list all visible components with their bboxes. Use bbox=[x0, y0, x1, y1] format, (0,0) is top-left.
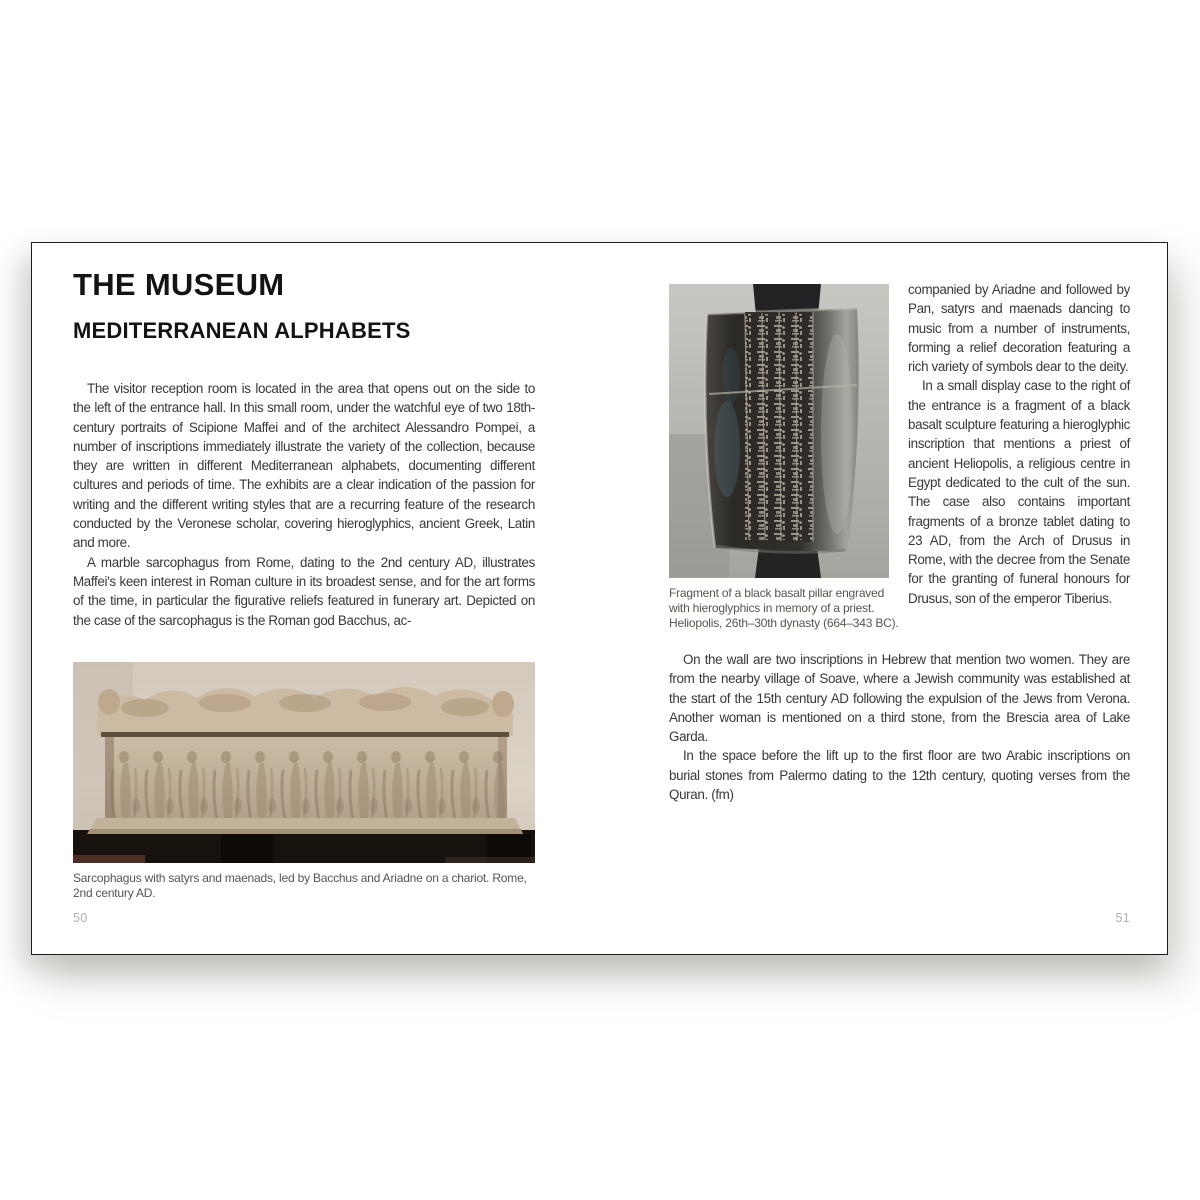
body-paragraph: A marble sarcophagus from Rome, dating to the 2nd century AD, illustrates Maffei's keen interest in Roman culture in its broadest sense, and for the art forms of the time, in particular the figurative reliefs featured in funerary art. Depicted on the case of the sarcophagus is the Roman god Bacchus, ac- bbox=[73, 554, 535, 628]
book-spread bbox=[31, 242, 1168, 955]
left-body-text bbox=[73, 379, 535, 630]
body-paragraph: companied by Ariadne and followed by Pan, satyrs and maenads dancing to music from a number of instruments, forming a relief decoration featuring a rich variety of symbols dear to the deity. bbox=[908, 282, 1130, 375]
page-title: THE MUSEUM bbox=[73, 267, 285, 302]
photo-caption: Fragment of a black basalt pillar engraved with hieroglyphics in memory of a priest. Heliopolis, 26th–30th dynasty (664–343 BC). bbox=[669, 586, 899, 630]
right-full-width-text bbox=[669, 650, 1130, 804]
section-title: MEDITERRANEAN ALPHABETS bbox=[73, 318, 411, 343]
body-paragraph: The visitor reception room is located in the area that opens out on the side to the left of the entrance hall. In this small room, under the watchful eye of two 18th-century portraits of Scipione Maffei and of the architect Alessandro Pompei, a number of inscriptions immediately illustrate the variety of the collection, because they are written in different Mediterranean alphabets, documenting different cultures and periods of time. The exhibits are a clear indication of the passion for writing and the different writing styles that are a recurring feature of the research conducted by the Veronese scholar, covering hieroglyphics, ancient Greek, Latin and more. bbox=[73, 381, 535, 551]
right-column-text bbox=[908, 280, 1130, 608]
basalt-pillar-photo bbox=[669, 284, 889, 578]
page-number: 50 bbox=[73, 911, 88, 925]
body-paragraph: On the wall are two inscriptions in Hebrew that mention two women. They are from the nearby village of Soave, where a Jewish community was established at the start of the 15th century AD following the expulsion of the Jews from Verona. Another woman is mentioned on a third stone, from the Brescia area of Lake Garda. bbox=[669, 652, 1130, 745]
photo-caption: Sarcophagus with satyrs and maenads, led by Bacchus and Ariadne on a chariot. Rome, 2nd century AD. bbox=[73, 871, 527, 900]
body-paragraph: In a small display case to the right of the entrance is a fragment of a black basalt sculpture featuring a hieroglyphic inscription that mentions a priest of ancient Heliopolis, a religious centre in Egypt dedicated to the cult of the sun. The case also contains important fragments of a bronze tablet dating to 23 AD, from the Arch of Drusus in Rome, with the decree from the Senate for the granting of funeral honours for Drusus, son of the emperor Tiberius. bbox=[908, 378, 1130, 606]
body-paragraph: In the space before the lift up to the first floor are two Arabic inscriptions on burial stones from Palermo dating to the 12th century, quoting verses from the Quran. (fm) bbox=[669, 748, 1130, 803]
page-number: 51 bbox=[1115, 911, 1130, 925]
sarcophagus-photo bbox=[73, 662, 535, 863]
